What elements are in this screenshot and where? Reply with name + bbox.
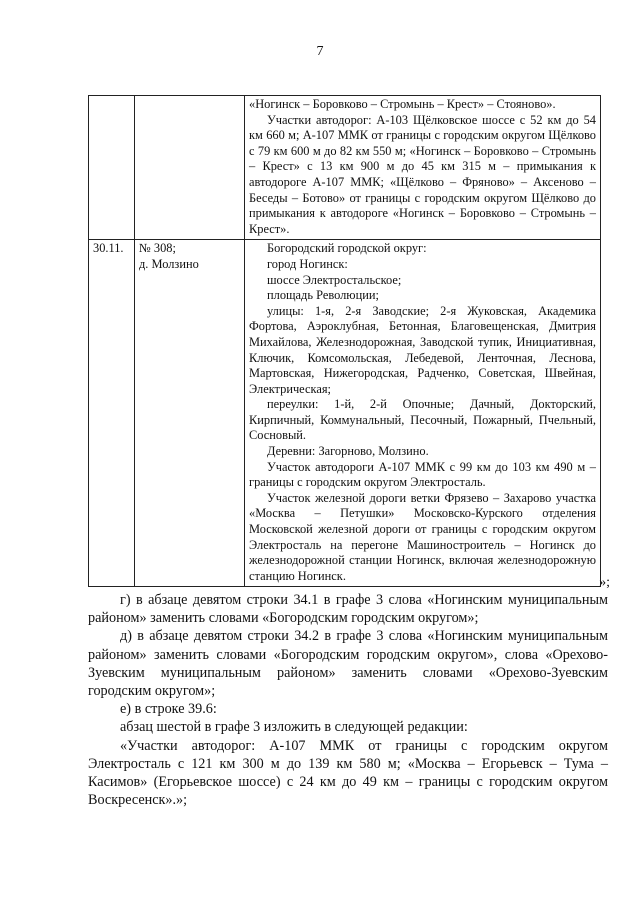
amendment-d: д) в абзаце девятом строки 34.2 в графе 3 слова «Ногинским муниципальным районом» заменить словами «Богородским городским округом», слова «Орехово-Зуевским муниципальным районом» заменить словами «Орехово-Зуевским городским округом»; xyxy=(88,628,608,700)
road-section-paragraph: Участок автодороги А-107 ММК с 99 км до 103 км 490 м – границы с городским округом Электросталь. xyxy=(249,459,596,490)
routes-table xyxy=(88,95,601,587)
cell-date: 30.11. xyxy=(89,240,135,587)
rail-section-paragraph: Участок железной дороги ветки Фрязево – Захарово участка «Москва – Петушки» Московско-Курского отделения Московской железной дороги от границы с городским округом Электросталь на перегоне Машиностроитель – Ногинск до железнодорожной станции Ногинск, включая железнодорожную станцию Ногинск. xyxy=(249,490,596,583)
description-paragraph: «Ногинск – Боровково – Стромынь – Крест» – Стояново». xyxy=(249,97,556,111)
cell-date xyxy=(89,96,135,240)
streets-paragraph: улицы: 1-я, 2-я Заводские; 2-я Жуковская, Академика Фортова, Аэроклубная, Бетонная, Благовещенская, Дмитрия Михайлова, Железнодорожная, Заводской тупик, Инициативная, Ключик, Комсомольская, Лебедевой, Ленточная, Леснова, Мартовская, Нижегородская, Радченко, Советская, Швейная, Электрическая; xyxy=(249,303,596,396)
table-row xyxy=(89,240,601,587)
amendment-e-quote: «Участки автодорог: А-107 ММК от границы с городским округом Электросталь с 121 км 300 м до 139 км 580 м; «Москва – Егорьевск – Тума – Касимов» (Егорьевское шоссе) с 24 км до 49 км – границы с городским округом Воскресенск».»; xyxy=(88,737,608,809)
amendment-e-instruction: абзац шестой в графе 3 изложить в следующей редакции: xyxy=(120,719,468,736)
square-line: площадь Революции; xyxy=(267,288,379,303)
city-line: город Ногинск: xyxy=(267,256,348,271)
cell-description xyxy=(245,96,601,240)
train-origin: д. Молзино xyxy=(139,256,199,271)
villages-paragraph: Деревни: Загорново, Молзино. xyxy=(267,444,429,459)
description-paragraph: Участки автодорог: А-103 Щёлковское шоссе с 52 км до 54 км 660 м; А-107 ММК от границы с городским округом Щёлково с 79 км 600 м до 82 км 550 м; «Ногинск – Боровково – Стромынь – Крест» с 13 км 900 м до 45 км 315 м – примыкания к автодороге А-107 ММК; «Щёлково – Фряново» – Аксеново – Беседы – Ботово» от границы с городским округом Щёлково до примыкания к автодороге «Ногинск – Боровково – Стромынь – Крест». xyxy=(249,112,596,236)
train-number: № 308; xyxy=(139,241,176,256)
highway-line: шоссе Электростальское; xyxy=(267,272,402,287)
cell-number xyxy=(135,240,245,587)
cell-number xyxy=(135,96,245,240)
closing-quote: »; xyxy=(599,575,610,590)
lanes-paragraph: переулки: 1-й, 2-й Опочные; Дачный, Докторский, Кирпичный, Коммунальный, Песочный, Пожарный, Пчельный, Сосновый. xyxy=(249,397,596,443)
amendment-g: г) в абзаце девятом строки 34.1 в графе 3 слова «Ногинским муниципальным районом» заменить словами «Богородским городским округом»; xyxy=(88,592,608,627)
amendments-text xyxy=(88,591,608,809)
okrug-line: Богородский городской округ: xyxy=(267,241,427,256)
page-number: 7 xyxy=(316,44,324,59)
cell-description xyxy=(245,240,601,587)
amendment-e: е) в строке 39.6: xyxy=(120,701,217,718)
table-row xyxy=(89,96,601,240)
